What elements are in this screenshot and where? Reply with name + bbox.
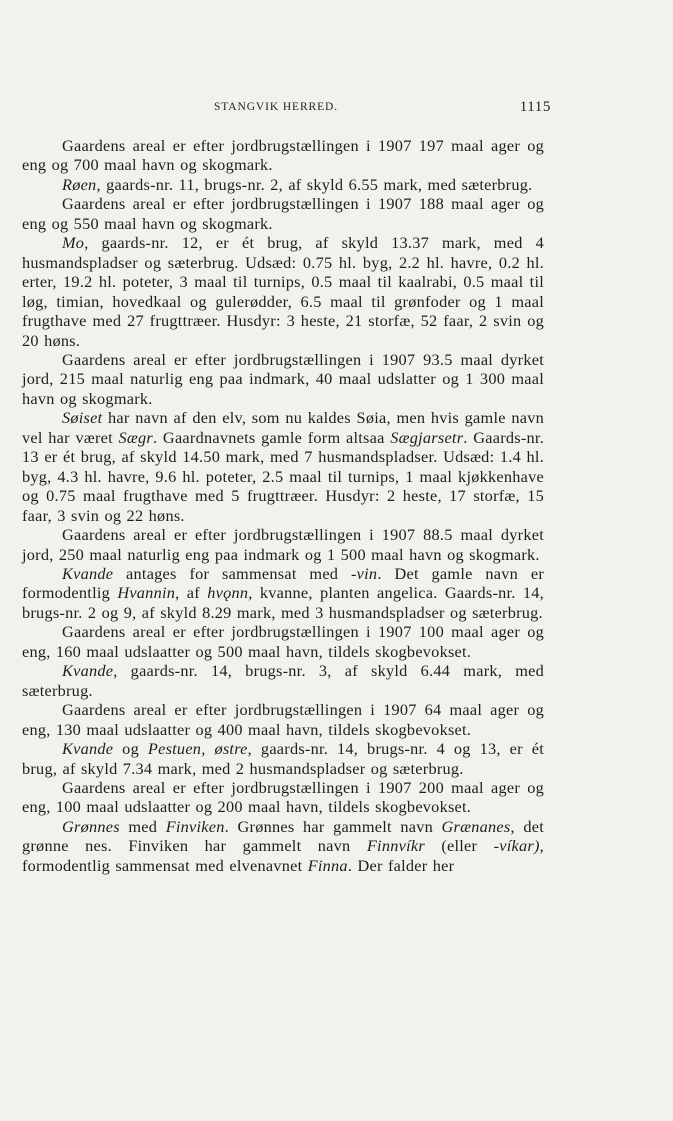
paragraph	[22, 817, 544, 875]
paragraph	[22, 350, 544, 408]
text-run: . Det gamle navn er formodentlig	[22, 563, 545, 603]
paragraph	[22, 622, 544, 661]
italic-text: -vin	[351, 563, 378, 583]
text-run: , gaards-nr. 14, brugs-nr. 3, af skyld 6.44 mark, med sæterbrug.	[22, 661, 544, 700]
italic-text: Pestuen, østre	[147, 739, 248, 759]
text-run: , gaards-nr. 11, brugs-nr. 2, af skyld 6.55 mark, med sæterbrug.	[96, 174, 533, 194]
italic-text: Grænanes	[441, 816, 511, 836]
paragraph	[22, 175, 544, 194]
paragraph	[22, 408, 544, 525]
text-run: med	[119, 816, 166, 836]
italic-text: Finviken	[165, 816, 225, 836]
page-number: 1115	[519, 99, 551, 115]
text-run: , gaards-nr. 14, brugs-nr. 4 og 13, er ét brug, af skyld 7.34 mark, med 2 husmandspladser og sæterbrug.	[22, 739, 545, 778]
text-run: Gaardens areal er efter jordbrugstællingen i 1907 197 maal ager og eng og 700 maal havn og skogmark.	[22, 136, 544, 175]
text-run: Gaardens areal er efter jordbrugstællingen i 1907 200 maal ager og eng, 100 maal udslaatter og 200 maal havn, tildels skogbevokset.	[22, 777, 544, 817]
text-run: . Gaards-nr. 13 er ét brug, af skyld 14.50 mark, med 7 husmandspladser. Udsæd: 1.4 hl. byg, 4.3 hl. havre, 9.6 hl. poteter, 2.5 maal til turnips, 1 maal kjøkkenhave og 0.75 maal frugthave med 5 frugttræer. Husdyr: 2 heste, 17 storfæ, 15 faar, 3 svin og 22 høns.	[22, 427, 545, 525]
text-run: , det grønne nes. Finviken har gammelt navn	[22, 816, 544, 856]
body-text	[22, 136, 544, 875]
page-header	[20, 101, 653, 121]
paragraph	[22, 564, 544, 622]
italic-text: Grønnes	[62, 816, 120, 836]
text-run: og	[113, 739, 148, 759]
text-run: antages for sammensat med	[113, 563, 352, 583]
italic-text: Røen	[62, 174, 97, 194]
italic-text: Finnvíkr	[366, 836, 425, 856]
text-run: , formodentlig sammensat med elvenavnet	[22, 836, 544, 875]
paragraph	[22, 700, 544, 739]
paragraph	[22, 194, 544, 233]
italic-text: Kvande	[62, 739, 114, 759]
paragraph	[22, 525, 544, 564]
paragraph	[22, 136, 544, 175]
text-run: , af	[175, 583, 208, 603]
italic-text: Mo	[62, 233, 85, 253]
paragraph	[22, 661, 544, 700]
text-run: , kvanne, planten angelica. Gaards-nr. 14, brugs-nr. 2 og 9, af skyld 8.29 mark, med 3 husmandspladser og sæterbrug.	[22, 583, 545, 622]
paragraph	[22, 739, 544, 778]
italic-text: Sægr	[118, 427, 153, 447]
text-run: . Grønnes har gammelt navn	[224, 816, 442, 836]
italic-text: Søiset	[62, 408, 103, 428]
text-run: har navn af den elv, som nu kaldes Søia, men hvis gamle navn vel har været	[22, 408, 544, 447]
text-run: Gaardens areal er efter jordbrugstællingen i 1907 100 maal ager og eng, 160 maal udslaatter og 500 maal havn, tildels skogbevokset.	[22, 622, 544, 661]
paragraph	[22, 233, 544, 350]
text-run: Gaardens areal er efter jordbrugstællingen i 1907 188 maal ager og eng og 550 maal havn og skogmark.	[22, 194, 544, 233]
italic-text: Hvannin	[117, 583, 176, 603]
italic-text: Sægjarsetr	[390, 427, 464, 447]
italic-text: Kvande	[62, 661, 114, 681]
paragraph	[22, 778, 544, 817]
text-run: (eller	[424, 836, 494, 856]
italic-text: Kvande	[62, 563, 114, 583]
text-run: . Der falder her	[347, 855, 455, 875]
text-run: Gaardens areal er efter jordbrugstællingen i 1907 64 maal ager og eng, 130 maal udslaatter og 400 maal havn, tildels skogbevokset.	[22, 700, 544, 739]
running-title: STANGVIK HERRED.	[214, 101, 339, 113]
text-run: Gaardens areal er efter jordbrugstællingen i 1907 88.5 maal dyrket jord, 250 maal naturlig eng paa indmark og 1 500 maal havn og skogmark.	[22, 525, 544, 564]
italic-text: Finna	[307, 855, 348, 875]
italic-text: -víkar)	[493, 836, 540, 856]
text-run: Gaardens areal er efter jordbrugstællingen i 1907 93.5 maal dyrket jord, 215 maal naturlig eng paa indmark, 40 maal udslatter og 1 300 maal havn og skogmark.	[22, 349, 544, 408]
italic-text: hvǫnn	[207, 583, 249, 603]
text-run: , gaards-nr. 12, er ét brug, af skyld 13.37 mark, med 4 husmandspladser og sæterbrug. Udsæd: 0.75 hl. byg, 2.2 hl. havre, 0.2 hl. erter, 19.2 hl. poteter, 3 maal til turnips, 0.5 maal til kaalrabi, 0.5 maal til løg, timian, hovedkaal og gulerødder, 6.5 maal til grønfoder og 1 maal frugthave med 27 frugttræer. Husdyr: 3 heste, 21 storfæ, 52 faar, 2 svin og 20 høns.	[22, 233, 544, 350]
text-run: . Gaardnavnets gamle form altsaa	[152, 427, 391, 447]
